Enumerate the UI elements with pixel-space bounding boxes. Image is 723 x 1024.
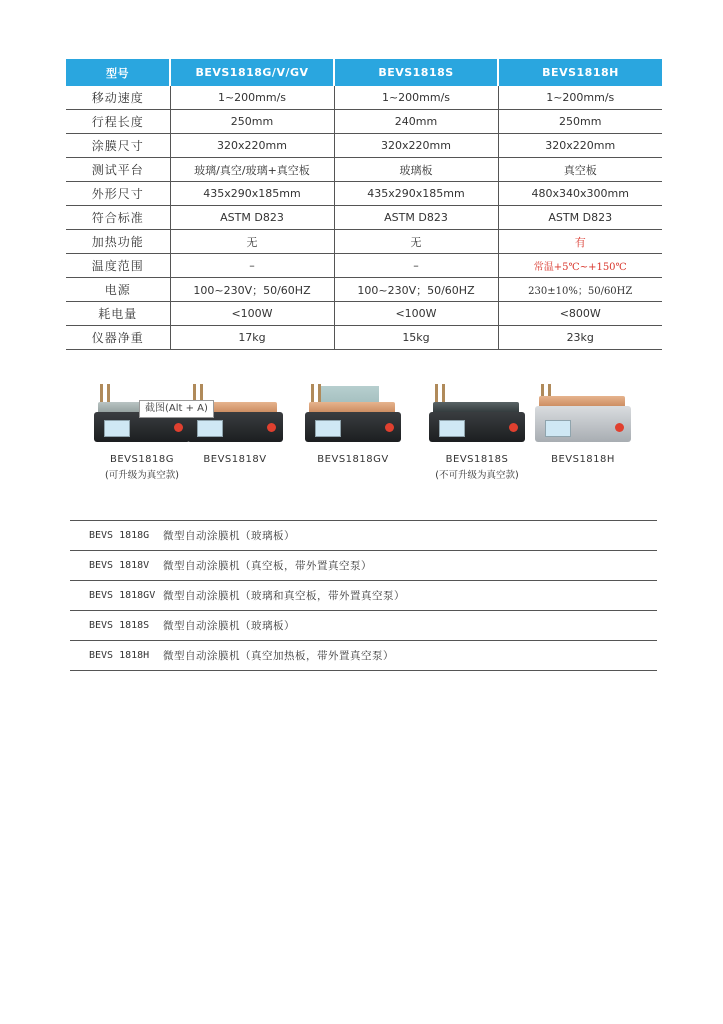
list-item xyxy=(70,610,657,640)
table-cell: ASTM D823 xyxy=(334,206,498,230)
product-note: (可升级为真空款) xyxy=(105,470,179,481)
row-label: 涂膜尺寸 xyxy=(66,134,170,158)
table-header-row xyxy=(66,59,662,86)
table-cell: 250mm xyxy=(170,110,334,134)
table-row xyxy=(66,206,662,230)
list-item xyxy=(70,580,657,610)
table-row xyxy=(66,254,662,278)
table-row xyxy=(66,326,662,350)
table-cell: 320x220mm xyxy=(170,134,334,158)
machine-image xyxy=(531,380,635,446)
row-label: 移动速度 xyxy=(66,86,170,110)
product-name: BEVS1818GV xyxy=(317,454,389,465)
product-card xyxy=(528,380,638,467)
table-cell: 无 xyxy=(170,230,334,254)
table-cell: 480x340x300mm xyxy=(498,182,662,206)
table-cell: <800W xyxy=(498,302,662,326)
model-code: BEVS 1818G xyxy=(89,530,150,541)
product-name: BEVS1818S xyxy=(445,454,509,465)
header-cell: BEVS1818S xyxy=(334,59,498,86)
model-code: BEVS 1818H xyxy=(89,650,150,661)
table-row xyxy=(66,278,662,302)
row-label: 温度范围 xyxy=(66,254,170,278)
screenshot-tooltip: 截图(Alt + A) xyxy=(139,400,214,418)
product-card xyxy=(422,380,532,481)
table-cell: <100W xyxy=(334,302,498,326)
row-label: 测试平台 xyxy=(66,158,170,182)
table-row xyxy=(66,302,662,326)
table-row xyxy=(66,230,662,254)
row-label: 加热功能 xyxy=(66,230,170,254)
model-code: BEVS 1818V xyxy=(89,560,150,571)
model-desc: 微型自动涂膜机（真空加热板，带外置真空泵） xyxy=(163,650,394,662)
table-cell-highlight: 有 xyxy=(498,230,662,254)
model-code: BEVS 1818GV xyxy=(89,590,156,601)
table-cell: ASTM D823 xyxy=(170,206,334,230)
product-card xyxy=(298,380,408,467)
product-card xyxy=(180,380,290,467)
table-cell: 1~200mm/s xyxy=(498,86,662,110)
product-name: BEVS1818V xyxy=(203,454,267,465)
row-label: 符合标准 xyxy=(66,206,170,230)
product-note: (不可升级为真空款) xyxy=(435,470,519,481)
table-cell: 100~230V；50/60HZ xyxy=(334,278,498,302)
table-cell: 240mm xyxy=(334,110,498,134)
table-cell: <100W xyxy=(170,302,334,326)
table-cell: 玻璃板 xyxy=(334,158,498,182)
table-cell: – xyxy=(334,254,498,278)
list-item xyxy=(70,520,657,550)
table-cell: 17kg xyxy=(170,326,334,350)
table-cell: 23kg xyxy=(498,326,662,350)
model-desc: 微型自动涂膜机（真空板，带外置真空泵） xyxy=(163,560,372,572)
table-cell: 玻璃/真空/玻璃+真空板 xyxy=(170,158,334,182)
row-label: 外形尺寸 xyxy=(66,182,170,206)
table-cell: 真空板 xyxy=(498,158,662,182)
header-cell: BEVS1818G/V/GV xyxy=(170,59,334,86)
table-cell: 435x290x185mm xyxy=(170,182,334,206)
model-list xyxy=(70,520,657,671)
table-cell: 250mm xyxy=(498,110,662,134)
row-label: 电源 xyxy=(66,278,170,302)
table-cell: 15kg xyxy=(334,326,498,350)
table-cell: 1~200mm/s xyxy=(170,86,334,110)
table-row xyxy=(66,134,662,158)
table-cell-highlight: 常温+5℃~+150℃ xyxy=(498,254,662,278)
list-item xyxy=(70,550,657,580)
row-label: 仪器净重 xyxy=(66,326,170,350)
model-desc: 微型自动涂膜机（玻璃板） xyxy=(163,530,295,542)
machine-image xyxy=(301,380,405,446)
list-item xyxy=(70,640,657,671)
product-gallery xyxy=(0,380,723,490)
table-row xyxy=(66,158,662,182)
row-label: 行程长度 xyxy=(66,110,170,134)
table-cell: 320x220mm xyxy=(334,134,498,158)
machine-image xyxy=(425,380,529,446)
table-cell: 435x290x185mm xyxy=(334,182,498,206)
product-name: BEVS1818H xyxy=(551,454,615,465)
product-name: BEVS1818G xyxy=(109,454,175,465)
table-cell: 1~200mm/s xyxy=(334,86,498,110)
table-cell: 100~230V；50/60HZ xyxy=(170,278,334,302)
model-desc: 微型自动涂膜机（玻璃和真空板，带外置真空泵） xyxy=(163,590,405,602)
model-desc: 微型自动涂膜机（玻璃板） xyxy=(163,620,295,632)
table-row xyxy=(66,110,662,134)
table-row xyxy=(66,182,662,206)
table-cell: 320x220mm xyxy=(498,134,662,158)
table-cell: 230±10%；50/60HZ xyxy=(498,278,662,302)
table-cell: – xyxy=(170,254,334,278)
table-cell: ASTM D823 xyxy=(498,206,662,230)
header-cell: BEVS1818H xyxy=(498,59,662,86)
table-row xyxy=(66,86,662,110)
model-code: BEVS 1818S xyxy=(89,620,150,631)
row-label: 耗电量 xyxy=(66,302,170,326)
header-cell: 型号 xyxy=(66,59,170,86)
table-cell: 无 xyxy=(334,230,498,254)
spec-table xyxy=(66,59,662,350)
